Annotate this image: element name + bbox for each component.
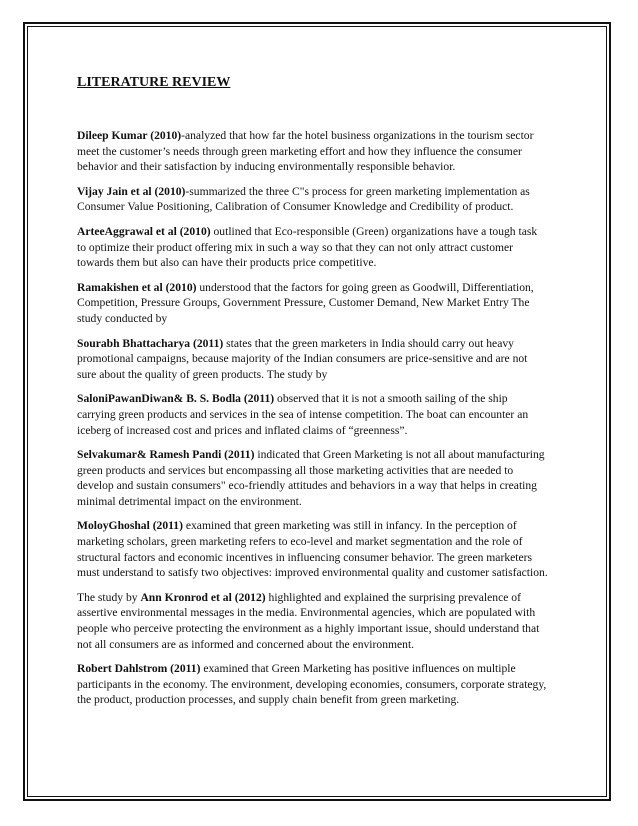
citation-author: SaloniPawanDiwan& B. S. Bodla (2011) xyxy=(77,392,275,406)
review-paragraph xyxy=(77,661,549,708)
review-paragraph xyxy=(77,447,549,509)
paragraph-text: -summarized the three C"s process for green marketing implementation as Consumer Value Positioning, Calibration of Consumer Knowledge and Credibility of product. xyxy=(77,184,530,214)
paragraph-text: highlighted and explained the surprising prevalence of assertive environmental messages in the media. Environmental agencies, which are populated with people who perceive protecting the environment as a highly important issue, should understand that not all consumers are as informed and concerned about the environment. xyxy=(77,590,540,651)
citation-author: Ramakishen et al (2010) xyxy=(77,280,197,294)
paragraph-text: understood that the factors for going green as Goodwill, Differentiation, Competition, Pressure Groups, Government Pressure, Customer Demand, New Market Entry The study conducted by xyxy=(77,280,534,325)
review-paragraph xyxy=(77,128,549,175)
citation-author: MoloyGhoshal (2011) xyxy=(77,519,183,533)
review-paragraph xyxy=(77,184,549,215)
review-paragraph xyxy=(77,336,549,383)
paragraph-text: states that the green marketers in India should carry out heavy promotional campaigns, because majority of the Indian consumers are price-sensitive and are not sure about the quality of green products. The study by xyxy=(77,336,528,381)
paragraph-text: observed that it is not a smooth sailing of the ship carrying green products and services in the sea of intense competition. The boat can encounter an iceberg of increased cost and prices and inflated claims of “greenness”. xyxy=(77,392,529,437)
section-title: LITERATURE REVIEW xyxy=(77,75,231,90)
paragraph-text: indicated that Green Marketing is not all about manufacturing green products and services but encompassing all those marketing activities that are needed to develop and sustain consumers" eco-friendly attitudes and behaviors in a way that helps in creating minimal detrimental impact on the environment. xyxy=(77,448,545,508)
citation-author: Dileep Kumar (2010) xyxy=(77,129,182,142)
citation-author: Vijay Jain et al (2010) xyxy=(77,184,186,198)
paragraph-text: -analyzed that how far the hotel business organizations in the tourism sector meet the customer’s needs through green marketing effort and how they influence the consumer behavior and their satisfaction by inducing environmentally responsible behavior. xyxy=(77,129,534,174)
paragraph-text: examined that green marketing was still in infancy. In the perception of marketing scholars, green marketing refers to eco-level and market segmentation and the role of structural factors and economic incentives in influencing consumer behavior. The green marketers must understand to satisfy two objectives: improved environmental quality and customer satisfaction. xyxy=(77,519,548,580)
citation-author: Selvakumar& Ramesh Pandi (2011) xyxy=(77,448,255,462)
citation-author: Robert Dahlstrom (2011) xyxy=(77,662,201,676)
document-body xyxy=(77,74,549,717)
review-paragraph xyxy=(77,280,549,327)
paragraph-text: examined that Green Marketing has positive influences on multiple participants in the economy. The environment, developing economies, consumers, corporate strategy, the product, production processes, and supply chain benefit from green marketing. xyxy=(77,662,547,707)
review-paragraph xyxy=(77,590,549,652)
citation-author: Ann Kronrod et al (2012) xyxy=(140,590,266,604)
review-paragraph xyxy=(77,391,549,438)
review-paragraph xyxy=(77,518,549,580)
paragraph-text: outlined that Eco-responsible (Green) organizations have a tough task to optimize their product offering mix in such a way so that they can not only attract customer towards them but also can have their products price competitive. xyxy=(77,224,538,270)
citation-author: Sourabh Bhattacharya (2011) xyxy=(77,336,224,350)
citation-author: ArteeAggrawal et al (2010) xyxy=(77,224,211,238)
paragraph-lead: The study by xyxy=(77,590,141,604)
review-paragraph xyxy=(77,224,549,271)
